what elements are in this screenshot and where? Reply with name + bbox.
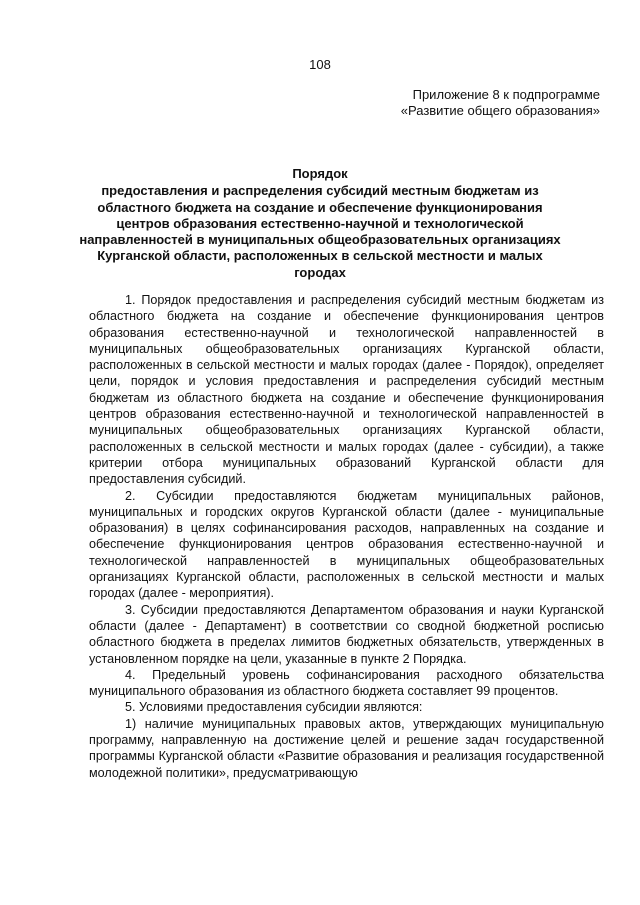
document-title	[70, 166, 570, 281]
paragraph-5-item-1: 1) наличие муниципальных правовых актов, утверждающих муниципальную программу, направленную на достижение целей и решение задач государственной программы Курганской области «Развитие образования и реализация государственной молодежной политики», предусматривающую	[89, 716, 604, 780]
document-body	[89, 292, 604, 781]
title-subtitle: предоставления и распределения субсидий местным бюджетам из областного бюджета на создание и обеспечение функционирования центров образования естественно-научной и технологической направленностей в муниципальных общеобразовательных организациях Курганской области, расположенных в сельской местности и малых городах	[79, 183, 561, 280]
annex-line-2: «Развитие общего образования»	[400, 103, 600, 118]
page-number: 108	[309, 57, 331, 72]
title-heading: Порядок	[292, 166, 348, 181]
annex-line-1: Приложение 8 к подпрограмме	[412, 87, 600, 102]
paragraph-3: 3. Субсидии предоставляются Департаментом образования и науки Курганской области (далее - Департамент) в соответствии со сводной бюджетной росписью областного бюджета в пределах лимитов бюджетных обязательств, утвержденных в установленном порядке на цели, указанные в пункте 2 Порядка.	[89, 602, 604, 666]
annex-reference	[360, 87, 600, 119]
paragraph-1: 1. Порядок предоставления и распределения субсидий местным бюджетам из областного бюджета на создание и обеспечение функционирования центров образования естественно-научной и технологической направленностей в муниципальных общеобразовательных организациях Курганской области, расположенных в сельской местности и малых городах (далее - Порядок), определяет цели, порядок и условия предоставления и распределения субсидий местным бюджетам из областного бюджета на создание и обеспечение функционирования центров образования естественно-научной и технологической направленностей в муниципальных общеобразовательных организациях Курганской области, расположенных в сельской местности и малых городах (далее - субсидии), а также критерии отбора муниципальных образований Курганской области для предоставления субсидий.	[89, 293, 604, 487]
paragraph-2: 2. Субсидии предоставляются бюджетам муниципальных районов, муниципальных и городских округов Курганской области (далее - муниципальные образования) в целях софинансирования расходов, направленных на создание и обеспечение функционирования центров образования естественно-научной и технологической направленностей в муниципальных общеобразовательных организациях Курганской области, расположенных в сельской местности и малых городах (далее - мероприятия).	[89, 488, 604, 601]
paragraph-4: 4. Предельный уровень софинансирования расходного обязательства муниципального образования из областного бюджета составляет 99 процентов.	[89, 667, 604, 699]
paragraph-5: 5. Условиями предоставления субсидии являются:	[125, 700, 423, 715]
